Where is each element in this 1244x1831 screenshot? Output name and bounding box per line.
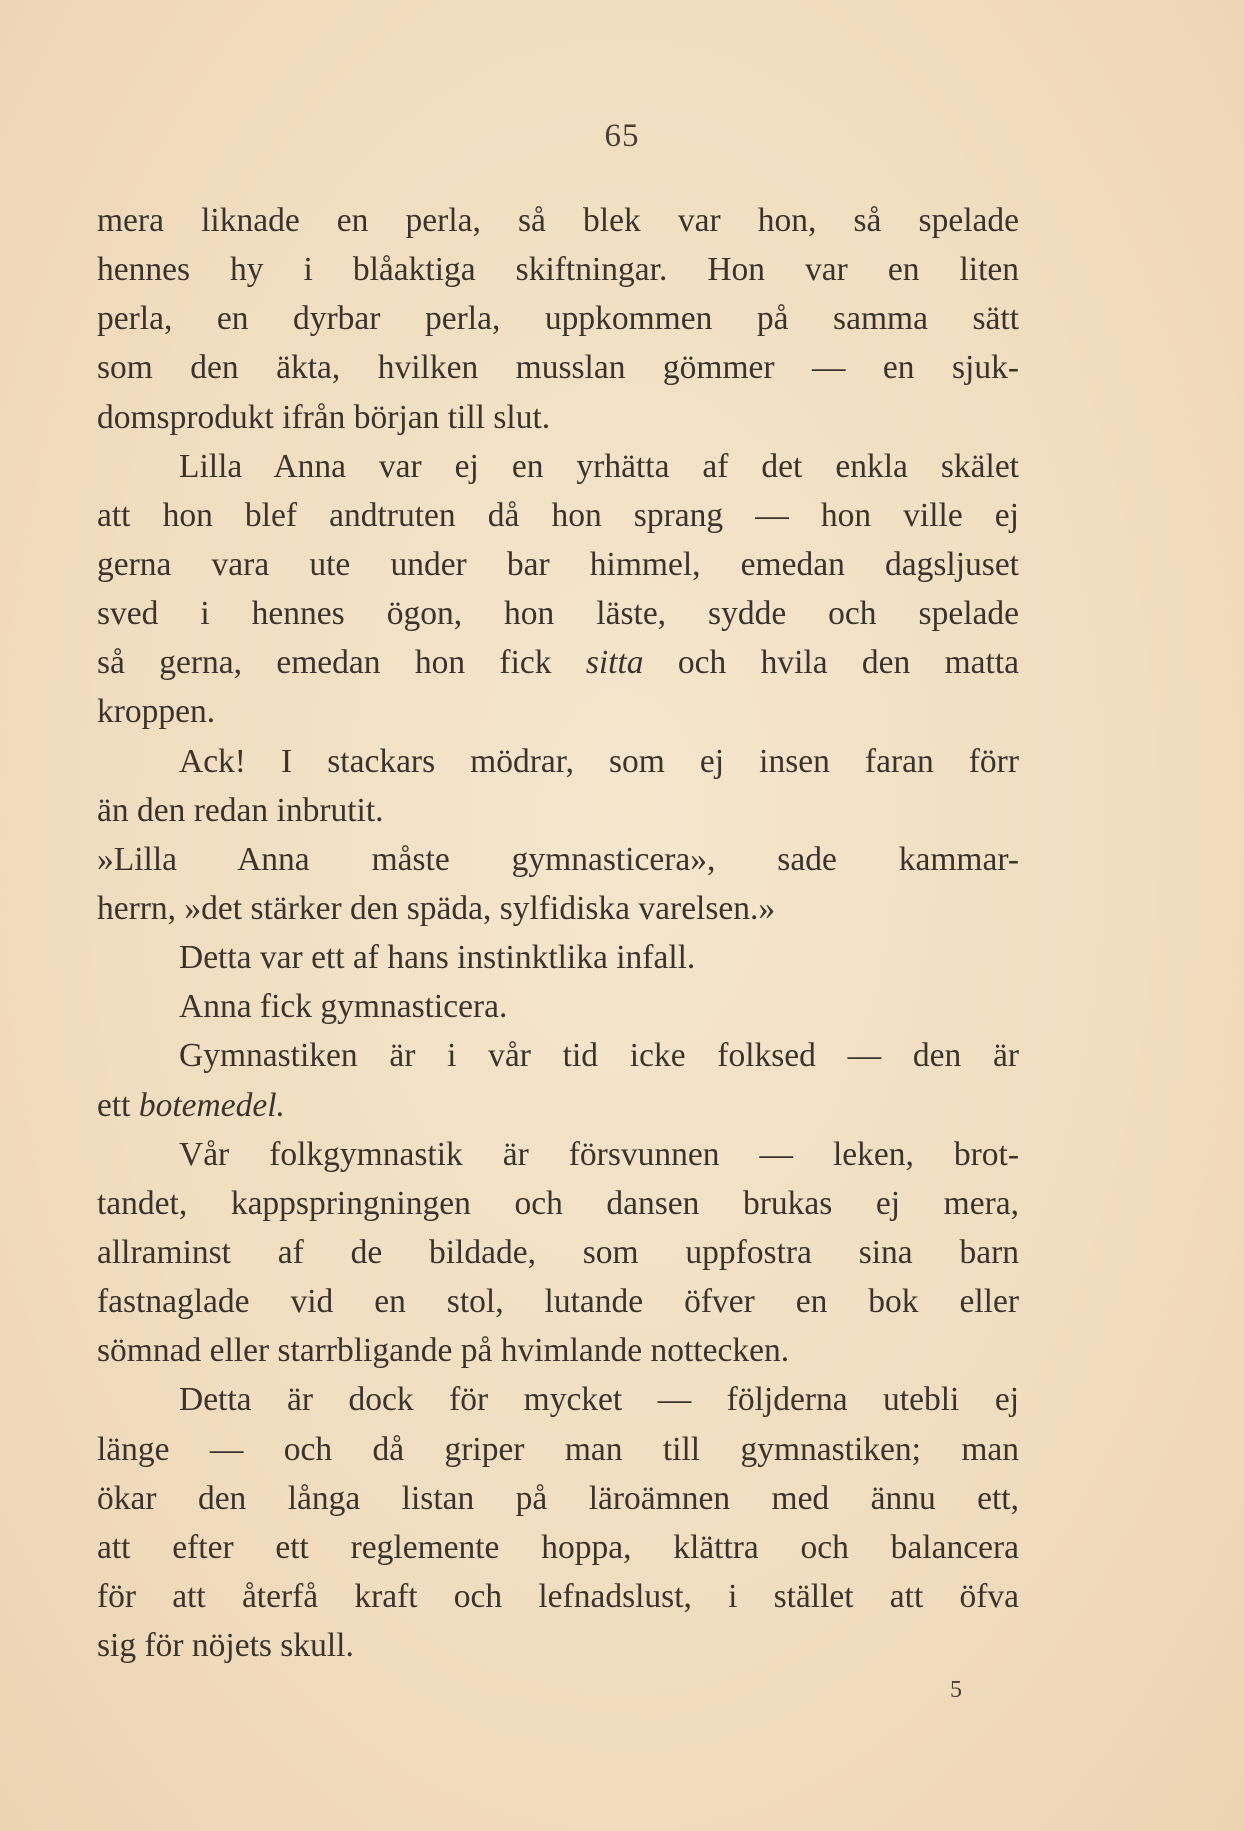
text-line: som den äkta, hvilken musslan gömmer — en sjuk- (97, 349, 1019, 387)
text-line: Anna fick gymnasticera. (179, 988, 508, 1026)
signature-mark: 5 (950, 1677, 962, 1703)
body-text (97, 196, 1019, 1670)
text-segment: och hvila den matta (643, 644, 1019, 682)
text-line: Lilla Anna var ej en yrhätta af det enkla skälet (179, 447, 1019, 485)
text-line: länge — och då griper man till gymnastiken; man (97, 1430, 1019, 1468)
text-line-with-emphasis (97, 638, 1019, 687)
text-line: att efter ett reglemente hoppa, klättra och balancera (97, 1528, 1019, 1566)
text-line: Detta är dock för mycket — följderna utebli ej (179, 1381, 1019, 1419)
text-line: för att återfå kraft och lefnadslust, i stället att öfva (97, 1577, 1019, 1615)
text-line: sig för nöjets skull. (97, 1627, 354, 1665)
text-line: än den redan inbrutit. (97, 791, 384, 829)
text-line: Vår folkgymnastik är försvunnen — leken, brot- (179, 1135, 1019, 1173)
text-line: gerna vara ute under bar himmel, emedan dagsljuset (97, 545, 1019, 583)
text-line: herrn, »det stärker den späda, sylfidiska varelsen.» (97, 889, 776, 927)
text-line: ökar den långa listan på läroämnen med ännu ett, (97, 1479, 1019, 1517)
text-line: fastnaglade vid en stol, lutande öfver en bok eller (97, 1283, 1019, 1321)
text-line: tandet, kappspringningen och dansen brukas ej mera, (97, 1184, 1019, 1222)
text-line: sömnad eller starrbligande på hvimlande nottecken. (97, 1332, 790, 1370)
text-line: allraminst af de bildade, som uppfostra sina barn (97, 1233, 1019, 1271)
text-line: »Lilla Anna måste gymnasticera», sade kammar- (97, 840, 1019, 878)
text-line: Ack! I stackars mödrar, som ej insen faran förr (179, 742, 1019, 780)
text-line: Gymnastiken är i vår tid icke folksed — den är (179, 1037, 1019, 1075)
text-line: domsprodukt ifrån början till slut. (97, 398, 551, 436)
text-segment: ett (97, 1086, 139, 1124)
text-line: hennes hy i blåaktiga skiftningar. Hon var en liten (97, 251, 1019, 289)
emphasized-word: sitta (585, 644, 644, 682)
page-number: 65 (604, 118, 640, 154)
emphasized-word: botemedel. (138, 1086, 285, 1124)
text-line: att hon blef andtruten då hon sprang — hon ville ej (97, 496, 1019, 534)
text-line-with-emphasis (97, 1081, 1019, 1130)
text-line: sved i hennes ögon, hon läste, sydde och spelade (97, 595, 1019, 633)
text-line: kroppen. (97, 693, 216, 731)
text-segment: så gerna, emedan hon fick (97, 644, 586, 682)
text-line: mera liknade en perla, så blek var hon, så spelade (97, 202, 1019, 239)
text-line: perla, en dyrbar perla, uppkommen på samma sätt (97, 300, 1019, 338)
text-line: Detta var ett af hans instinktlika infall. (179, 939, 696, 977)
